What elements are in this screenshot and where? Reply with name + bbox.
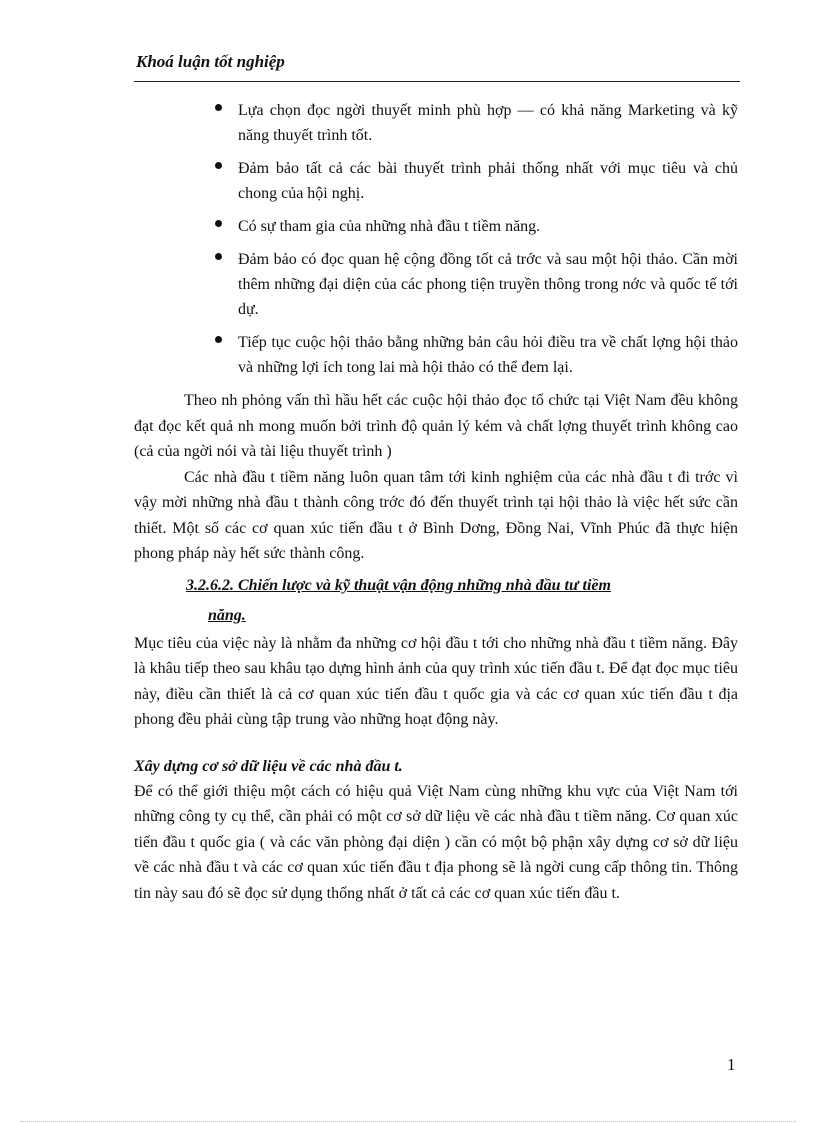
page-number: 1 <box>727 1055 736 1074</box>
list-item-text: Tiếp tục cuộc hội thảo bằng những bản câu hỏi điều tra về chất lợng hội thảo và những lợi ích tong lai mà hội thảo có thể đem lại. <box>238 334 738 376</box>
list-item <box>134 247 738 322</box>
bullet-icon <box>215 162 222 169</box>
list-item <box>134 156 738 206</box>
body-paragraph: Để có thể giới thiệu một cách có hiệu quả Việt Nam cùng những khu vực của Việt Nam tới những công ty cụ thể, cần phải có một cơ sở dữ liệu về các nhà đầu t tiềm năng. Cơ quan xúc tiến đầu t quốc gia ( và các văn phòng đại diện ) cần có một bộ phận xây dựng cơ sở dữ liệu về các nhà đầu t và các cơ quan xúc tiến đầu t địa phong sẽ là ngời cung cấp thông tin. Thông tin này sau đó sẽ đọc sử dụng thống nhất ở tất cả các cơ quan xúc tiến đầu t. <box>134 782 738 902</box>
document-body <box>134 98 738 906</box>
section-heading-line: 3.2.6.2. Chiến lược và kỹ thuật vận động những nhà đầu tư tiềm <box>186 576 611 594</box>
list-item <box>134 330 738 380</box>
bullet-list <box>134 98 738 380</box>
list-item-text: Có sự tham gia của những nhà đầu t tiềm năng. <box>238 218 541 235</box>
body-paragraph: Các nhà đầu t tiềm năng luôn quan tâm tới kinh nghiệm của các nhà đầu t đi trớc vì vậy mời những nhà đầu t thành công trớc đó đến thuyết trình tại hội thảo là việc hết sức cần thiết. Một số các cơ quan xúc tiến đầu t ở Bình Dơng, Đồng Nai, Vĩnh Phúc đã thực hiện phong pháp này hết sức thành công. <box>134 468 738 562</box>
bullet-icon <box>215 220 222 227</box>
header-divider <box>134 81 740 82</box>
bullet-icon <box>215 336 222 343</box>
bullet-icon <box>215 104 222 111</box>
subsection-heading: Xây dựng cơ sở dữ liệu về các nhà đầu t. <box>134 757 403 775</box>
list-item-text: Đảm bảo tất cả các bài thuyết trình phải thống nhất với mục tiêu và chủ chong của hội nghị. <box>238 160 738 202</box>
document-header-title: Khoá luận tốt nghiệp <box>136 52 285 71</box>
section-heading <box>134 571 738 631</box>
list-item-text: Lựa chọn đọc ngời thuyết minh phù hợp — có khả năng Marketing và kỹ năng thuyết trình tốt. <box>238 102 738 144</box>
body-paragraph: Mục tiêu của việc này là nhằm đa những cơ hội đầu t tới cho những nhà đầu t tiềm năng. Đây là khâu tiếp theo sau khâu tạo dựng hình ảnh của quy trình xúc tiến đầu t. Để đạt đọc mục tiêu này, điều cần thiết là cả cơ quan xúc tiến đầu t quốc gia và các cơ quan xúc tiến đầu t địa phong đều phải cùng tập trung vào những hoạt động này. <box>134 634 738 728</box>
bullet-icon <box>215 253 222 260</box>
list-item <box>134 214 738 239</box>
section-heading-line: năng. <box>208 606 246 624</box>
body-paragraph: Theo nh phỏng vấn thì hầu hết các cuộc hội thảo đọc tổ chức tại Việt Nam đều không đạt đọc kết quả nh mong muốn bởi trình độ quản lý kém và chất lợng thuyết trình không cao (cả của ngời nói và tài liệu thuyết trình ) <box>134 392 738 460</box>
footer-divider <box>20 1121 796 1122</box>
list-item <box>134 98 738 148</box>
list-item-text: Đảm bảo có đọc quan hệ cộng đồng tốt cả trớc và sau một hội thảo. Cần mời thêm những đại diện của các phong tiện truyền thông trong nớc và quốc tế tới dự. <box>238 251 738 318</box>
